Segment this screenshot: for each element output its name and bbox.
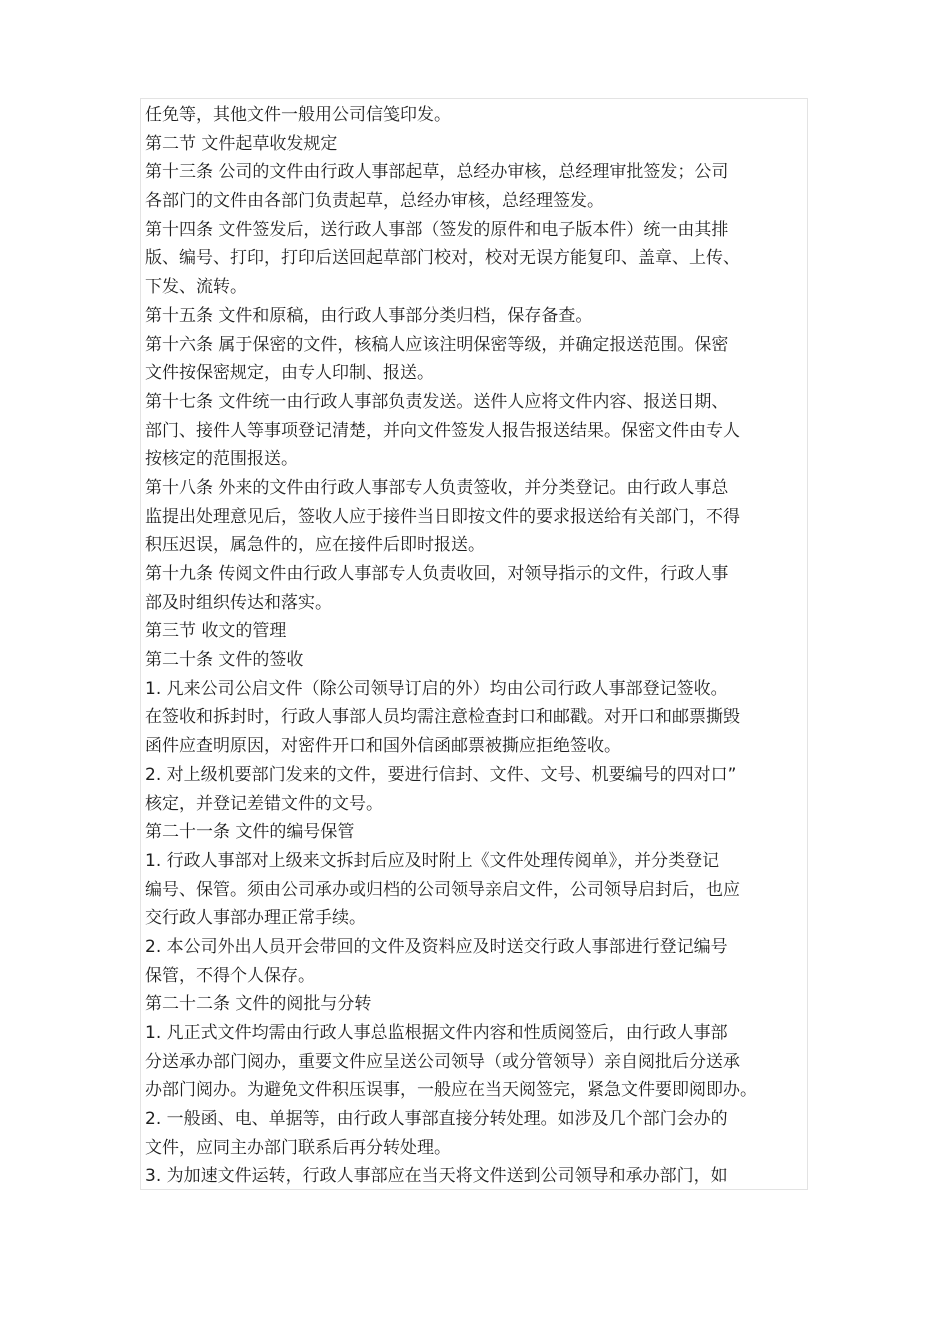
article-21: 第二十一条 文件的编号保管	[145, 822, 355, 843]
article-18: 第十八条 外来的文件由行政人事部专人负责签收，并分类登记。由行政人事总	[145, 477, 729, 498]
list-item: 2. 本公司外出人员开会带回的文件及资料应及时送交行政人事部进行登记编号	[145, 936, 728, 957]
article-16: 第十六条 属于保密的文件，核稿人应该注明保密等级，并确定报送范围。保密	[145, 334, 729, 355]
text-line: 核定，并登记差错文件的文号。	[145, 793, 383, 814]
text-line: 文件，应同主办部门联系后再分转处理。	[145, 1137, 451, 1158]
text-line: 版、编号、打印，打印后送回起草部门校对，校对无误方能复印、盖章、上传、	[145, 248, 740, 269]
text-line: 部及时组织传达和落实。	[145, 592, 332, 613]
text-line: 部门、接件人等事项登记清楚，并向文件签发人报告报送结果。保密文件由专人	[145, 420, 740, 441]
article-14: 第十四条 文件签发后，送行政人事部（签发的原件和电子版本件）统一由其排	[145, 219, 729, 240]
text-line: 交行政人事部办理正常手续。	[145, 908, 366, 929]
list-item: 2. 一般函、电、单据等，由行政人事部直接分转处理。如涉及几个部门会办的	[145, 1109, 728, 1130]
article-13: 第十三条 公司的文件由行政人事部起草，总经办审核，总经理审批签发；公司	[145, 162, 729, 183]
article-20: 第二十条 文件的签收	[145, 650, 304, 671]
text-line: 积压迟误，属急件的，应在接件后即时报送。	[145, 535, 485, 556]
article-17: 第十七条 文件统一由行政人事部负责发送。送件人应将文件内容、报送日期、	[145, 391, 729, 412]
document-body	[145, 101, 815, 1191]
list-item: 1. 行政人事部对上级来文拆封后应及时附上《文件处理传阅单》，并分类登记	[145, 850, 720, 871]
text-line: 按核定的范围报送。	[145, 449, 298, 470]
text-line: 任免等，其他文件一般用公司信笺印发。	[145, 105, 451, 125]
text-line: 办部门阅办。为避免文件积压误事，一般应在当天阅签完，紧急文件要即阅即办。	[145, 1080, 757, 1101]
article-15: 第十五条 文件和原稿，由行政人事部分类归档，保存备查。	[145, 305, 593, 326]
text-line: 分送承办部门阅办，重要文件应呈送公司领导（或分管领导）亲自阅批后分送承	[145, 1051, 740, 1072]
text-line: 函件应查明原因，对密件开口和国外信函邮票被撕应拒绝签收。	[145, 736, 621, 757]
text-line: 保管，不得个人保存。	[145, 965, 315, 986]
text-line: 各部门的文件由各部门负责起草，总经办审核，总经理签发。	[145, 191, 604, 212]
list-item: 1. 凡正式文件均需由行政人事总监根据文件内容和性质阅签后，由行政人事部	[145, 1023, 728, 1043]
list-item: 1. 凡来公司公启文件（除公司领导订启的外）均由公司行政人事部登记签收。	[145, 678, 728, 699]
article-19: 第十九条 传阅文件由行政人事部专人负责收回，对领导指示的文件，行政人事	[145, 564, 729, 584]
list-item: 2. 对上级机要部门发来的文件，要进行信封、文件、文号、机要编号的四对口”	[145, 764, 737, 785]
text-line: 在签收和拆封时，行政人事部人员均需注意检查封口和邮戳。对开口和邮票撕毁	[145, 707, 740, 728]
list-item: 3. 为加速文件运转，行政人事部应在当天将文件送到公司领导和承办部门，如	[145, 1166, 728, 1187]
article-22: 第二十二条 文件的阅批与分转	[145, 994, 372, 1015]
text-line: 编号、保管。须由公司承办或归档的公司领导亲启文件，公司领导启封后，也应	[145, 879, 740, 900]
text-line: 监提出处理意见后，签收人应于接件当日即按文件的要求报送给有关部门，不得	[145, 506, 740, 527]
section-heading: 第二节 文件起草收发规定	[145, 133, 338, 154]
text-line: 下发、流转。	[145, 277, 247, 298]
text-line: 文件按保密规定，由专人印制、报送。	[145, 363, 434, 384]
section-heading: 第三节 收文的管理	[145, 621, 287, 642]
